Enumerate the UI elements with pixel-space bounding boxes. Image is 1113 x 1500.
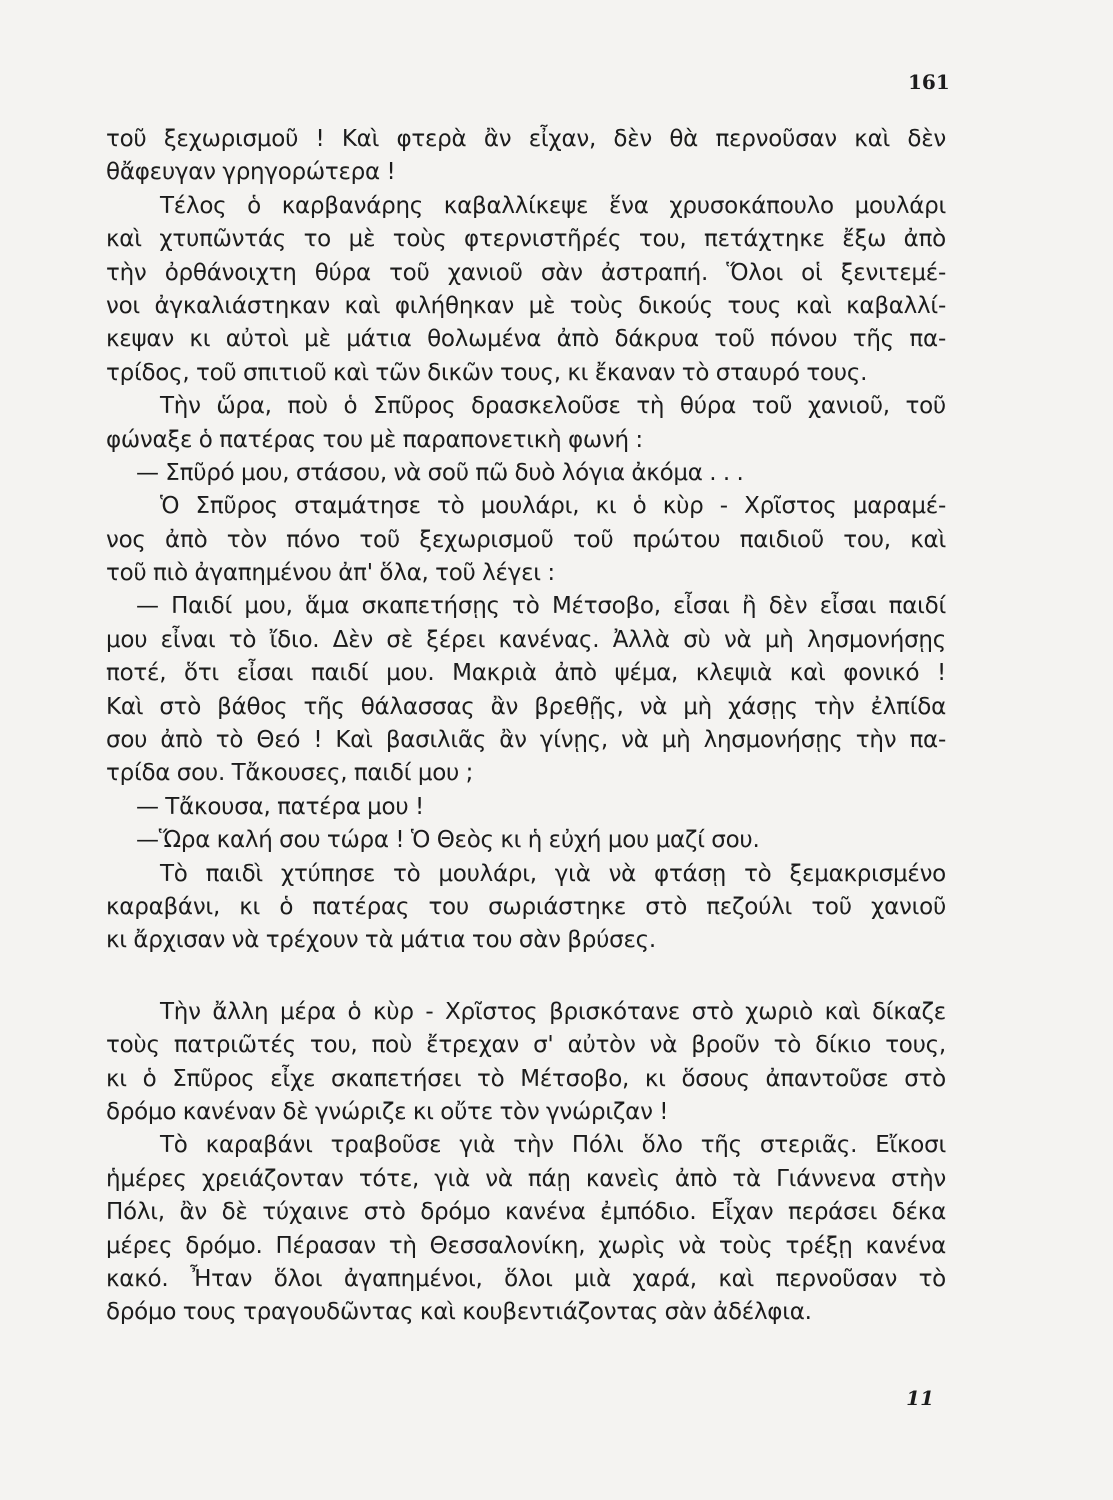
text-line: νος ἀπὸ τὸν πόνο τοῦ ξεχωρισμοῦ τοῦ πρώτου παιδιοῦ του, καὶ — [106, 526, 946, 553]
dialogue-line: —Ὥρα καλή σου τώρα ! Ὁ Θεὸς κι ἡ εὐχή μου μαζί σου. — [136, 827, 760, 854]
signature-mark: 11 — [906, 1386, 934, 1410]
text-line: τρίδα σου. Τἄκουσες, παιδί μου ; — [106, 760, 474, 787]
text-line: δρόμο κανέναν δὲ γνώριζε κι οὔτε τὸν γνώριζαν ! — [106, 1098, 669, 1125]
text-line: Τέλος ὁ καρβανάρης καβαλλίκεψε ἕνα χρυσοκάπουλο μουλάρι — [160, 192, 946, 219]
dialogue-line: — Σπῦρό μου, στάσου, νὰ σοῦ πῶ δυὸ λόγια ἀκόμα . . . — [136, 459, 744, 486]
text-line: μέρες δρόμο. Πέρασαν τὴ Θεσσαλονίκη, χωρὶς νὰ τοὺς τρέξῃ κανένα — [106, 1232, 946, 1259]
text-line: τοῦ ξεχωρισμοῦ ! Καὶ φτερὰ ἂν εἶχαν, δὲν θὰ περνοῦσαν καὶ δὲν — [106, 126, 946, 152]
text-line: κακό. Ἦταν ὅλοι ἀγαπημένοι, ὅλοι μιὰ χαρά, καὶ περνοῦσαν τὸ — [106, 1265, 946, 1292]
text-line: σου ἀπὸ τὸ Θεό ! Καὶ βασιλιᾶς ἂν γίνῃς, νὰ μὴ λησμονήσῃς τὴν πα- — [106, 727, 946, 754]
page-number: 161 — [908, 70, 950, 94]
text-line: κι ἄρχισαν νὰ τρέχουν τὰ μάτια του σὰν βρύσες. — [106, 927, 656, 954]
text-line: δρόμο τους τραγουδῶντας καὶ κουβεντιάζοντας σὰν ἀδέλφια. — [106, 1299, 812, 1326]
text-line: κι ὁ Σπῦρος εἶχε σκαπετήσει τὸ Μέτσοβο, κι ὅσους ἀπαντοῦσε στὸ — [106, 1065, 946, 1092]
text-line: τρίδος, τοῦ σπιτιοῦ καὶ τῶν δικῶν τους, κι ἔκαναν τὸ σταυρό τους. — [106, 359, 868, 386]
text-line: μου εἶναι τὸ ἴδιο. Δὲν σὲ ξέρει κανένας. Ἀλλὰ σὺ νὰ μὴ λησμονήσῃς — [106, 626, 946, 653]
text-line: τοὺς πατριῶτές του, ποὺ ἔτρεχαν σ' αὐτὸν νὰ βροῦν τὸ δίκιο τους, — [106, 1032, 946, 1059]
text-line: ποτέ, ὅτι εἶσαι παιδί μου. Μακριὰ ἀπὸ ψέμα, κλεψιὰ καὶ φονικό ! — [106, 660, 946, 687]
text-line: Τὸ παιδὶ χτύπησε τὸ μουλάρι, γιὰ νὰ φτάσῃ τὸ ξεμακρισμένο — [160, 860, 946, 887]
text-line: Τὴν ἄλλη μέρα ὁ κὺρ - Χρῖστος βρισκότανε στὸ χωριὸ καὶ δίκαζε — [160, 998, 946, 1025]
text-line: καὶ χτυπῶντάς το μὲ τοὺς φτερνιστῆρές του, πετάχτηκε ἔξω ἀπὸ — [106, 226, 946, 253]
body-text — [106, 123, 946, 1330]
text-line: Τὴν ὥρα, ποὺ ὁ Σπῦρος δρασκελοῦσε τὴ θύρα τοῦ χανιοῦ, τοῦ — [160, 393, 946, 420]
text-line: Πόλι, ἂν δὲ τύχαινε στὸ δρόμο κανένα ἐμπόδιο. Εἶχαν περάσει δέκα — [106, 1199, 946, 1226]
text-line: Καὶ στὸ βάθος τῆς θάλασσας ἂν βρεθῇς, νὰ μὴ χάσῃς τὴν ἐλπίδα — [106, 693, 946, 720]
text-line: τοῦ πιὸ ἀγαπημένου ἀπ' ὅλα, τοῦ λέγει : — [106, 560, 555, 587]
text-line: καραβάνι, κι ὁ πατέρας του σωριάστηκε στὸ πεζούλι τοῦ χανιοῦ — [106, 893, 946, 920]
text-line: Ὁ Σπῦρος σταμάτησε τὸ μουλάρι, κι ὁ κὺρ - Χρῖστος μαραμέ- — [160, 493, 946, 520]
text-line: Τὸ καραβάνι τραβοῦσε γιὰ τὴν Πόλι ὅλο τῆς στεριᾶς. Εἴκοσι — [160, 1132, 946, 1159]
text-line: κεψαν κι αὐτοὶ μὲ μάτια θολωμένα ἀπὸ δάκρυα τοῦ πόνου τῆς πα- — [106, 326, 946, 353]
text-line: ἡμέρες χρειάζονταν τότε, γιὰ νὰ πάῃ κανεὶς ἀπὸ τὰ Γιάννενα στὴν — [106, 1165, 946, 1192]
text-line: φώναξε ὁ πατέρας του μὲ παραπονετικὴ φωνή : — [106, 426, 643, 453]
section-break — [106, 958, 946, 996]
text-line: τὴν ὀρθάνοιχτη θύρα τοῦ χανιοῦ σὰν ἀστραπή. Ὅλοι οἱ ξενιτεμέ- — [106, 259, 946, 286]
text-line: νοι ἀγκαλιάστηκαν καὶ φιλήθηκαν μὲ τοὺς δικούς τους καὶ καβαλλί- — [106, 292, 946, 319]
dialogue-line: — Τἄκουσα, πατέρα μου ! — [136, 793, 424, 820]
text-line: θἄφευγαν γρηγορώτερα ! — [106, 159, 396, 186]
dialogue-line: — Παιδί μου, ἅμα σκαπετήσῃς τὸ Μέτσοβο, εἶσαι ἢ δὲν εἶσαι παιδί — [136, 593, 946, 620]
